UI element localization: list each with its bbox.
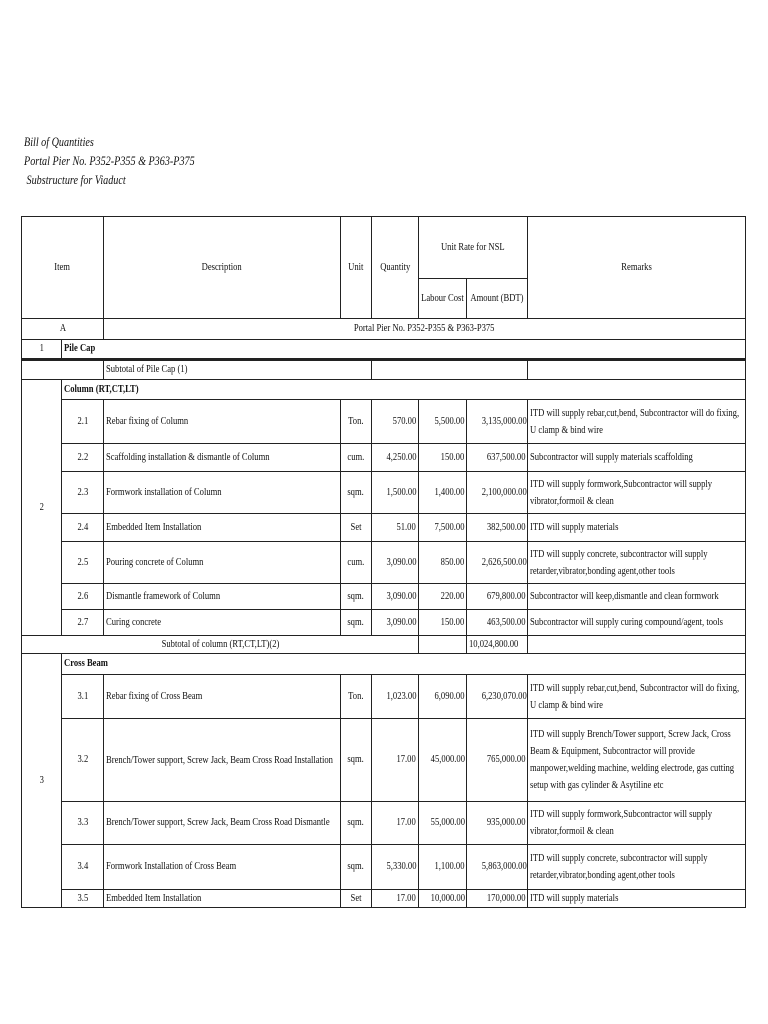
item-unit: sqm.: [341, 584, 372, 610]
item-labour-cost: 1,100.00: [419, 845, 467, 890]
pile-cap-subtotal-spacer: [22, 360, 104, 380]
item-labour-cost: 5,500.00: [419, 400, 467, 444]
item-number: 3.4: [62, 845, 104, 890]
item-quantity: 570.00: [372, 400, 419, 444]
item-quantity: 51.00: [372, 514, 419, 542]
column-subtotal-remarks: [528, 636, 746, 654]
item-unit: Set: [341, 890, 372, 908]
item-number: 3.2: [62, 719, 104, 802]
item-number: 2.4: [62, 514, 104, 542]
item-labour-cost: 150.00: [419, 444, 467, 472]
item-unit: cum.: [341, 542, 372, 584]
item-labour-cost: 850.00: [419, 542, 467, 584]
item-unit: Ton.: [341, 400, 372, 444]
item-remarks: ITD will supply materials: [528, 890, 746, 908]
header-unit-rate: Unit Rate for NSL: [419, 217, 528, 279]
item-labour-cost: 7,500.00: [419, 514, 467, 542]
heading-subtitle: Portal Pier No. P352-P355 & P363-P375: [24, 153, 195, 168]
column-title: Column (RT,CT,LT): [62, 380, 746, 400]
column-subtotal-blank: [419, 636, 467, 654]
item-description: Embedded Item Installation: [104, 890, 341, 908]
table-row: [22, 890, 746, 908]
column-subtotal-label: Subtotal of column (RT,CT,LT)(2): [22, 636, 419, 654]
column-number: 2: [22, 380, 62, 636]
item-description: Scaffolding installation & dismantle of Column: [104, 444, 341, 472]
item-remarks: ITD will supply formwork,Subcontractor will supply vibrator,formoil & clean: [528, 802, 746, 845]
heading-title: Bill of Quantities: [24, 134, 94, 149]
table-row: [22, 610, 746, 636]
item-labour-cost: 150.00: [419, 610, 467, 636]
item-remarks: ITD will supply formwork,Subcontractor will supply vibrator,formoil & clean: [528, 472, 746, 514]
header-item: Item: [22, 217, 104, 319]
item-amount: 765,000.00: [467, 719, 528, 802]
item-description: Brench/Tower support, Screw Jack, Beam Cross Road Dismantle: [104, 802, 341, 845]
item-number: 2.3: [62, 472, 104, 514]
boq-table: [21, 216, 746, 908]
item-remarks: ITD will supply materials: [528, 514, 746, 542]
item-description: Brench/Tower support, Screw Jack, Beam Cross Road Installation: [104, 719, 341, 802]
item-number: 2.1: [62, 400, 104, 444]
table-row: [22, 514, 746, 542]
item-labour-cost: 220.00: [419, 584, 467, 610]
item-description: Curing concrete: [104, 610, 341, 636]
item-unit: sqm.: [341, 719, 372, 802]
item-quantity: 5,330.00: [372, 845, 419, 890]
item-description: Embedded Item Installation: [104, 514, 341, 542]
item-amount: 2,626,500.00: [467, 542, 528, 584]
header-labour-cost: Labour Cost: [419, 279, 467, 319]
header-description: Description: [104, 217, 341, 319]
item-number: 3.5: [62, 890, 104, 908]
item-labour-cost: 10,000.00: [419, 890, 467, 908]
item-remarks: ITD will supply concrete, subcontractor will supply retarder,vibrator,bonding agent,other tools: [528, 542, 746, 584]
item-unit: sqm.: [341, 802, 372, 845]
cross-beam-number: 3: [22, 654, 62, 908]
table-row: [22, 400, 746, 444]
item-number: 3.3: [62, 802, 104, 845]
item-description: Formwork installation of Column: [104, 472, 341, 514]
pile-cap-number: 1: [22, 340, 62, 360]
item-description: Pouring concrete of Column: [104, 542, 341, 584]
pile-cap-subtotal-remarks: [528, 360, 746, 380]
item-description: Rebar fixing of Column: [104, 400, 341, 444]
item-remarks: ITD will supply rebar,cut,bend, Subcontractor will do fixing, U clamp & bind wire: [528, 675, 746, 719]
table-row: [22, 472, 746, 514]
item-quantity: 3,090.00: [372, 610, 419, 636]
item-number: 2.5: [62, 542, 104, 584]
item-number: 2.6: [62, 584, 104, 610]
cross-beam-title: Cross Beam: [62, 654, 746, 675]
item-quantity: 4,250.00: [372, 444, 419, 472]
item-quantity: 17.00: [372, 890, 419, 908]
pile-cap-subtotal-label: Subtotal of Pile Cap (1): [104, 360, 372, 380]
section-a-label: A: [22, 319, 104, 340]
item-amount: 2,100,000.00: [467, 472, 528, 514]
item-amount: 5,863,000.00: [467, 845, 528, 890]
item-unit: cum.: [341, 444, 372, 472]
item-amount: 463,500.00: [467, 610, 528, 636]
section-a-title: Portal Pier No. P352-P355 & P363-P375: [104, 319, 746, 340]
table-row: [22, 675, 746, 719]
table-row: [22, 584, 746, 610]
item-number: 2.2: [62, 444, 104, 472]
pile-cap-title: Pile Cap: [62, 340, 746, 360]
item-unit: sqm.: [341, 472, 372, 514]
item-description: Dismantle framework of Column: [104, 584, 341, 610]
item-remarks: ITD will supply concrete, subcontractor will supply retarder,vibrator,bonding agent,other tools: [528, 845, 746, 890]
column-subtotal-row: [22, 636, 746, 654]
table-row: [22, 845, 746, 890]
header-unit: Unit: [341, 217, 372, 319]
table-row: [22, 719, 746, 802]
item-quantity: 3,090.00: [372, 584, 419, 610]
header-remarks: Remarks: [528, 217, 746, 319]
item-quantity: 17.00: [372, 719, 419, 802]
item-amount: 170,000.00: [467, 890, 528, 908]
item-quantity: 3,090.00: [372, 542, 419, 584]
item-labour-cost: 1,400.00: [419, 472, 467, 514]
item-labour-cost: 45,000.00: [419, 719, 467, 802]
document-heading: [24, 132, 195, 189]
item-unit: sqm.: [341, 845, 372, 890]
item-number: 3.1: [62, 675, 104, 719]
pile-cap-subtotal-amount: [372, 360, 528, 380]
heading-scope: Substructure for Viaduct: [24, 172, 126, 187]
table-row: [22, 802, 746, 845]
item-amount: 935,000.00: [467, 802, 528, 845]
header-amount: Amount (BDT): [467, 279, 528, 319]
header-quantity: Quantity: [372, 217, 419, 319]
column-subtotal-amount: 10,024,800.00: [467, 636, 528, 654]
item-number: 2.7: [62, 610, 104, 636]
item-labour-cost: 55,000.00: [419, 802, 467, 845]
item-remarks: Subcontractor will keep,dismantle and clean formwork: [528, 584, 746, 610]
item-labour-cost: 6,090.00: [419, 675, 467, 719]
item-remarks: Subcontractor will supply materials scaffolding: [528, 444, 746, 472]
table-row: [22, 542, 746, 584]
item-unit: sqm.: [341, 610, 372, 636]
item-quantity: 1,500.00: [372, 472, 419, 514]
item-amount: 679,800.00: [467, 584, 528, 610]
item-unit: Set: [341, 514, 372, 542]
item-quantity: 1,023.00: [372, 675, 419, 719]
item-amount: 3,135,000.00: [467, 400, 528, 444]
item-remarks: ITD will supply rebar,cut,bend, Subcontractor will do fixing, U clamp & bind wire: [528, 400, 746, 444]
item-amount: 6,230,070.00: [467, 675, 528, 719]
item-remarks: ITD will supply Brench/Tower support, Screw Jack, Cross Beam & Equipment, Subcontractor will provide manpower,welding machine, welding electrode, gas cutting setup with gas cylinder & Asytiline etc: [528, 719, 746, 802]
item-unit: Ton.: [341, 675, 372, 719]
item-quantity: 17.00: [372, 802, 419, 845]
item-remarks: Subcontractor will supply curing compound/agent, tools: [528, 610, 746, 636]
item-amount: 382,500.00: [467, 514, 528, 542]
item-amount: 637,500.00: [467, 444, 528, 472]
item-description: Rebar fixing of Cross Beam: [104, 675, 341, 719]
item-description: Formwork Installation of Cross Beam: [104, 845, 341, 890]
table-row: [22, 444, 746, 472]
